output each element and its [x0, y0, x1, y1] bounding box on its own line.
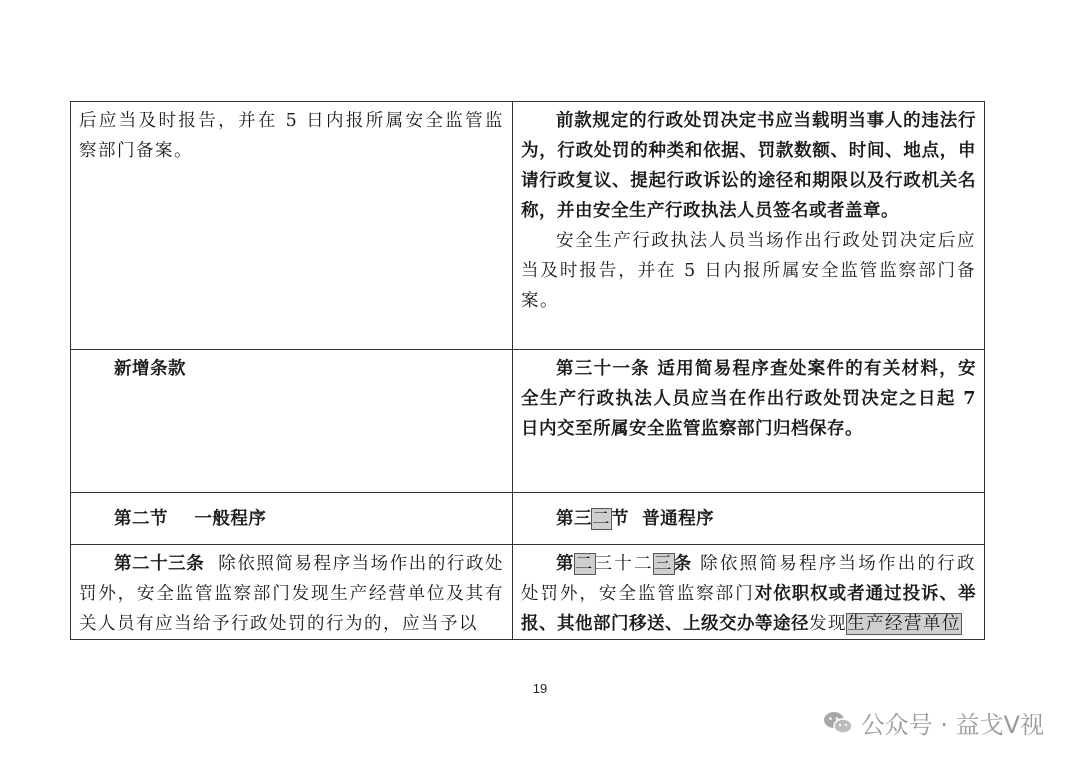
table-row	[71, 102, 985, 350]
article-text: 除依照简易程序当场作出的行政处罚外，安全监管监察部门发现生产经营单位及其有关人员有应当给予行政处罚的行为的，应当予以	[79, 554, 505, 634]
old-text: 新增条款	[114, 359, 186, 379]
new-text	[521, 549, 976, 639]
deleted-mark: 二	[592, 508, 611, 529]
section-heading	[521, 504, 976, 534]
watermark	[823, 705, 1044, 740]
table-cell	[513, 493, 985, 545]
article-part: 条	[673, 554, 693, 574]
article-part: 三十二	[594, 554, 654, 574]
comparison-table	[70, 101, 985, 640]
deleted-mark: 二	[574, 554, 595, 574]
table-cell	[71, 493, 513, 545]
table-cell	[71, 102, 513, 350]
highlighted-text: 生产经营单位	[847, 614, 961, 634]
new-text: 第三十一条 适用简易程序查处案件的有关材料，安全生产行政执法人员应当在作出行政处罚决定之日起 7 日内交至所属安全监管监察部门归档保存。	[521, 359, 976, 439]
table-cell	[71, 545, 513, 640]
watermark-text: 公众号 · 益戈V视	[860, 711, 1044, 739]
new-text: 前款规定的行政处罚决定书应当载明当事人的违法行为，行政处罚的种类和依据、罚款数额、时间、地点，申请行政复议、提起行政诉讼的途径和期限以及行政机关名称，并由安全生产行政执法人员签名或者盖章。	[521, 111, 976, 221]
new-text: 安全生产行政执法人员当场作出行政处罚决定后应当及时报告，并在 5 日内报所属安全监管监察部门备案。	[521, 231, 976, 311]
added-text: 对依职权或者通过投诉、举报、其他部门移送、上级交办等途径	[521, 584, 977, 634]
wechat-icon	[823, 710, 853, 736]
section-heading: 第二节 一般程序	[114, 508, 267, 529]
heading-part: 第三	[556, 508, 592, 529]
article-text: 发现	[809, 614, 847, 634]
page-number: 19	[532, 681, 548, 696]
table-cell	[513, 102, 985, 350]
table-cell	[513, 350, 985, 493]
article-text: 除依照简易程序当场作出的行政处罚外，安全监管监察部门	[521, 554, 977, 604]
article-number: 第二十三条	[114, 554, 205, 574]
old-text: 后应当及时报告，并在 5 日内报所属安全监管监察部门备案。	[79, 111, 504, 161]
table-row	[71, 350, 985, 493]
table-row	[71, 545, 985, 640]
article-part: 第	[556, 554, 575, 574]
table-row	[71, 493, 985, 545]
old-text	[79, 549, 504, 639]
deleted-mark: 三	[653, 554, 674, 574]
table-cell	[71, 350, 513, 493]
heading-part: 节 普通程序	[611, 508, 715, 529]
table-cell	[513, 545, 985, 640]
